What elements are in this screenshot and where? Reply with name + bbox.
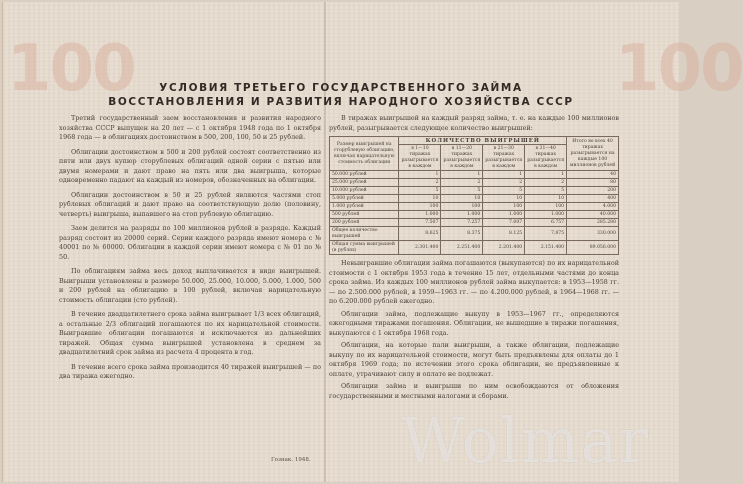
table-cell: 50.000 рублей (330, 171, 399, 179)
table-cell: 8.375 (441, 227, 483, 241)
bond-reverse (2, 2, 743, 482)
table-row (330, 187, 619, 195)
table-cell: 1 (399, 171, 441, 179)
table-cell: 25.000 рублей (330, 179, 399, 187)
table-cell: 330.000 (567, 227, 619, 241)
left-paragraph: По облигациям займа весь доход выплачивается в виде выигрышей. Выигрыши установлены в размере 50.000, 25.000, 10.000, 5.000, 1.000, 500 и 200 рублей на облигацию в 100 рублей, включая нарицательную стоимость облигации (сто рублей). (59, 267, 321, 304)
table-cell: 6.757 (525, 219, 567, 227)
table-cell: Общее количество выигрышей (330, 227, 399, 241)
table-cell: 5 (525, 187, 567, 195)
table-cell: 10 (441, 195, 483, 203)
left-column (59, 114, 321, 387)
table-cell: 1.000 рублей (330, 203, 399, 211)
table-cell: 1.000 (483, 211, 525, 219)
denomination-ghost-left: 100 (7, 32, 135, 106)
table-cell: 1 (483, 171, 525, 179)
denomination-ghost-right: 100 (615, 32, 743, 106)
table-cell: 10 (483, 195, 525, 203)
left-paragraph: Облигации достоинством в 500 и 200 рублей состоят соответственно из пяти или двух купюр сторублевых облигаций одной серии с пятью или двумя номерами и дают право на пять или два выигрыша, которые одновременно падают на каждый из номеров, обозначенных на облигации. (59, 147, 321, 184)
right-paragraph: Невыигравшие облигации займа погашаются (выкупаются) по их нарицательной стоимости с 1 октября 1953 года в течение 15 лет, отдельными частями до конца срока займа. Из каждых 100 миллионов рублей займа выкупается: в 1953—1958 гг. — по 2.500.000 рублей, в 1959—1963 гг. — по 4.200.000 рублей, в 1964—1968 гг. — по 6.200.000 рублей ежегодно. (329, 259, 619, 305)
right-column (329, 114, 619, 404)
table-cell: 40.000 (567, 211, 619, 219)
table-cell: 2 (483, 179, 525, 187)
table-cell: 7.875 (525, 227, 567, 241)
table-cell: 1.000 (399, 211, 441, 219)
table-header-period: в 31—40 тиражах разыгрывается в каждом (525, 145, 567, 171)
table-cell: 5.000 рублей (330, 195, 399, 203)
table-cell: 285.280 (567, 219, 619, 227)
table-cell: 7.507 (399, 219, 441, 227)
table-row (330, 195, 619, 203)
table-cell: 2 (441, 179, 483, 187)
table-cell: 1.000 (441, 211, 483, 219)
table-row-count (330, 227, 619, 241)
right-paragraph: Облигации займа, подлежащие выкупу в 1953—1967 гг., определяются ежегодными тиражами погашения. Облигации, не вышедшие в тиражи погашения, выкупаются с 1 октября 1968 года. (329, 309, 619, 337)
winnings-table (329, 136, 619, 255)
table-header-period: в 11—20 тиражах разыгрывается в каждом (441, 145, 483, 171)
right-paragraph: Облигации займа и выигрыши по ним освобождаются от обложения государственными и местными налогами и сборами. (329, 382, 619, 400)
table-cell: 4.000 (567, 203, 619, 211)
table-row-sum (330, 241, 619, 255)
table-cell: 2.251.400 (441, 241, 483, 255)
table-cell: 2.301.400 (399, 241, 441, 255)
table-cell: 100 (441, 203, 483, 211)
table-header-total: Итого во всех 40 тиражах разыгрывается на каждые 100 миллионов рублей (567, 137, 619, 171)
table-cell: 2 (399, 179, 441, 187)
table-cell: 8.125 (483, 227, 525, 241)
right-intro: В тиражах выигрышей на каждый разряд займа, т. е. на каждые 100 миллионов рублей, разыгрывается следующее количество выигрышей: (329, 114, 619, 132)
table-cell: 100 (483, 203, 525, 211)
table-cell: 1.000 (525, 211, 567, 219)
table-cell: 10.000 рублей (330, 187, 399, 195)
table-cell: 2.201.400 (483, 241, 525, 255)
table-header-period: в 21—30 тиражах разыгрывается в каждом (483, 145, 525, 171)
table-cell: 2 (525, 179, 567, 187)
printer-imprint: Гознак. 1948. (271, 457, 311, 463)
table-cell: 5 (441, 187, 483, 195)
table-cell: 8.625 (399, 227, 441, 241)
table-cell: 7.007 (483, 219, 525, 227)
table-cell: 200 (567, 187, 619, 195)
table-cell: 10 (525, 195, 567, 203)
table-cell: 7.257 (441, 219, 483, 227)
table-row (330, 179, 619, 187)
table-cell: 1 (441, 171, 483, 179)
table-cell: 500 рублей (330, 211, 399, 219)
table-cell: 200 рублей (330, 219, 399, 227)
left-paragraph: Третий государственный заем восстановления и развития народного хозяйства СССР выпущен на 20 лет — с 1 октября 1948 года по 1 октября 1968 года — в облигациях достоинством в 500, 200, 100, 50 и 25 рублей. (59, 114, 321, 141)
table-cell: 100 (525, 203, 567, 211)
center-fold (324, 2, 326, 482)
left-paragraph: Заем делится на разряды по 100 миллионов рублей в разряде. Каждый разряд состоит из 20000 серий. Серии каждого разряда имеют номера с № 40001 по № 60000. Облигации в каждой серии имеют номера с № 01 по № 50. (59, 224, 321, 261)
table-row (330, 203, 619, 211)
left-paragraph: Облигации достоинством в 50 и 25 рублей являются частями стоп рублевых облигаций и дают право на соответствующую долю (половину, четверть) выигрыша, выпавшего на стоп рублевую облигацию. (59, 190, 321, 218)
table-cell: 400 (567, 195, 619, 203)
table-cell: 5 (483, 187, 525, 195)
table-cell: 100 (399, 203, 441, 211)
watermark-logo: Wolmar (401, 404, 650, 477)
table-cell: 10 (399, 195, 441, 203)
table-header-period: в 1—10 тиражах разыгрывается в каждом (399, 145, 441, 171)
table-cell: 1 (525, 171, 567, 179)
right-paragraph: Облигации, на которые пали выигрыши, а также облигации, подлежащие выкупу по их нарицательной стоимости, могут быть предъявлены для оплаты до 1 октября 1969 года; по истечении этого срока облигации, не предъявленные к оплате, утрачивают силу и оплате не подлежат. (329, 341, 619, 378)
left-paragraph: В течение всего срока займа производится 40 тиражей выигрышей — по два тиража ежегодно. (59, 362, 321, 380)
table-cell: 40 (567, 171, 619, 179)
table-cell: 80 (567, 179, 619, 187)
table-cell: Общая сумма выигрышей (в рублях) (330, 241, 399, 255)
title-line-2: ВОССТАНОВЛЕНИЯ И РАЗВИТИЯ НАРОДНОГО ХОЗЯЙСТВА СССР (108, 96, 574, 108)
table-cell: 2.151.400 (525, 241, 567, 255)
title-line-1: УСЛОВИЯ ТРЕТЬЕГО ГОСУДАРСТВЕННОГО ЗАЙМА (159, 82, 523, 94)
table-row (330, 171, 619, 179)
left-paragraph: В течение двадцатилетнего срока займа выигрывает 1/3 всех облигаций, а остальные 2/3 облигаций погашаются по их нарицательной стоимости. Выигравшие облигации погашаются и исключаются из дальнейших тиражей. Общая сумма выигрышей установлена в среднем за двадцатилетний срок займа из расчета 4 процента в год. (59, 310, 321, 356)
table-header-size: Размер выигрышей на сторублевую облигацию, включая нарицательную стоимость облигации (330, 137, 399, 171)
table-row (330, 211, 619, 219)
table-cell: 5 (399, 187, 441, 195)
table-caption: КОЛИЧЕСТВО ВЫИГРЫШЕЙ (399, 137, 567, 145)
table-row (330, 219, 619, 227)
table-cell: 89.056.000 (567, 241, 619, 255)
